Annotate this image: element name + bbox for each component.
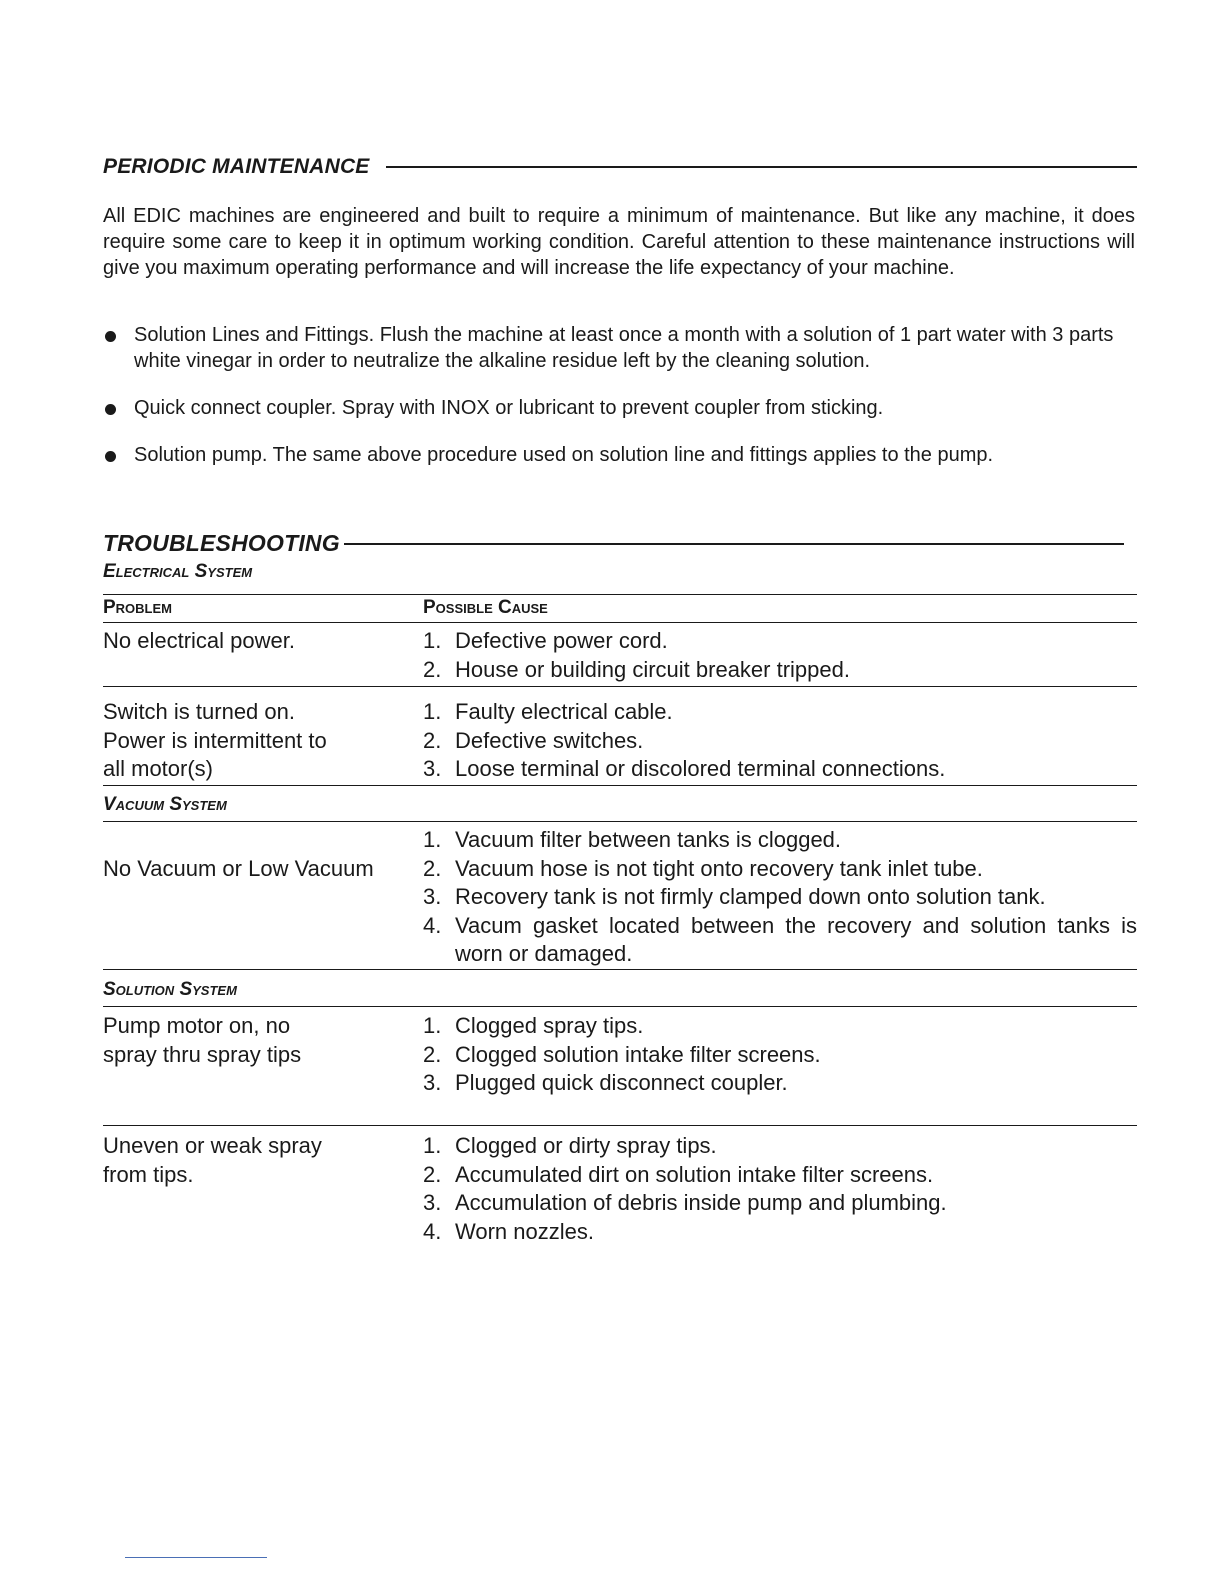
header-rule bbox=[103, 622, 1137, 623]
bullet-item: Solution pump. The same above procedure used on solution line and fittings applies to the pump. bbox=[103, 442, 1137, 468]
problem-line: Uneven or weak spray bbox=[103, 1133, 322, 1158]
cause-text: Faulty electrical cable. bbox=[455, 699, 673, 724]
cause-text: Clogged or dirty spray tips. bbox=[455, 1133, 717, 1158]
problem-line: from tips. bbox=[103, 1161, 194, 1187]
cause-list bbox=[423, 826, 1137, 969]
cause-number: 4. bbox=[423, 1218, 442, 1244]
table-top-rule bbox=[103, 594, 1137, 595]
cause-text: Clogged solution intake filter screens. bbox=[455, 1041, 821, 1067]
cause-text: Vacuum filter between tanks is clogged. bbox=[455, 827, 842, 852]
cause-number: 1. bbox=[423, 1013, 442, 1038]
problem-line: Power is intermittent to bbox=[103, 727, 327, 753]
troubleshooting-title: TROUBLESHOOTING bbox=[103, 530, 340, 556]
maintenance-header bbox=[103, 155, 1137, 179]
maintenance-title: PERIODIC MAINTENANCE bbox=[103, 155, 370, 178]
troubleshooting-rule bbox=[344, 543, 1124, 545]
cause-item bbox=[423, 883, 1137, 912]
cause-text: Vacum gasket located between the recovery and solution tanks is worn or damaged. bbox=[455, 912, 1137, 966]
cause-list bbox=[423, 627, 1137, 684]
cause-text: House or building circuit breaker tripped. bbox=[455, 656, 850, 682]
problem-cell bbox=[103, 627, 295, 656]
cause-item bbox=[423, 656, 1137, 685]
cause-number: 2. bbox=[423, 656, 442, 682]
row-rule bbox=[103, 785, 1137, 786]
problem-line: Pump motor on, no bbox=[103, 1013, 291, 1038]
cause-item bbox=[423, 1189, 1137, 1218]
cause-text: Plugged quick disconnect coupler. bbox=[455, 1070, 788, 1095]
cause-item bbox=[423, 912, 1137, 969]
cause-text: Worn nozzles. bbox=[455, 1218, 594, 1244]
section-rule bbox=[103, 1006, 1137, 1007]
cause-text: Vacuum hose is not tight onto recovery tank inlet tube. bbox=[455, 855, 983, 881]
cause-item bbox=[423, 1012, 1137, 1041]
cause-text: Recovery tank is not firmly clamped down onto solution tank. bbox=[455, 884, 1046, 909]
cause-number: 1. bbox=[423, 1133, 442, 1158]
cause-number: 2. bbox=[423, 855, 442, 881]
bullet-item: Quick connect coupler. Spray with INOX or lubricant to prevent coupler from sticking. bbox=[103, 395, 1137, 421]
cause-list bbox=[423, 698, 1137, 784]
problem-cell bbox=[103, 855, 374, 884]
cause-item bbox=[423, 755, 1137, 784]
cause-number: 3. bbox=[423, 884, 442, 909]
cause-item bbox=[423, 826, 1137, 855]
row-rule bbox=[103, 969, 1137, 970]
cause-item bbox=[423, 627, 1137, 656]
maintenance-bullets bbox=[103, 322, 1137, 468]
electrical-heading: Electrical System bbox=[103, 561, 253, 582]
cause-item bbox=[423, 1161, 1137, 1190]
cause-item bbox=[423, 1069, 1137, 1098]
cause-text: Defective switches. bbox=[455, 727, 644, 753]
cause-item bbox=[423, 855, 1137, 884]
bottom-divider bbox=[125, 1557, 267, 1558]
cause-number: 1. bbox=[423, 628, 442, 653]
cause-text: Loose terminal or discolored terminal connections. bbox=[455, 756, 946, 781]
cause-item bbox=[423, 1132, 1137, 1161]
cause-list bbox=[423, 1012, 1137, 1098]
solution-heading: Solution System bbox=[103, 979, 237, 1000]
problem-cell bbox=[103, 698, 327, 784]
cause-number: 3. bbox=[423, 1070, 442, 1095]
problem-line: No Vacuum or Low Vacuum bbox=[103, 856, 374, 881]
cause-number: 1. bbox=[423, 827, 442, 852]
cause-text: Defective power cord. bbox=[455, 628, 668, 653]
maintenance-rule bbox=[386, 166, 1137, 168]
problem-cell bbox=[103, 1132, 322, 1189]
cause-text: Accumulated dirt on solution intake filter screens. bbox=[455, 1161, 934, 1187]
cause-list bbox=[423, 1132, 1137, 1246]
cause-item bbox=[423, 698, 1137, 727]
cause-text: Accumulation of debris inside pump and plumbing. bbox=[455, 1190, 947, 1215]
cause-number: 3. bbox=[423, 756, 442, 781]
cause-item bbox=[423, 727, 1137, 756]
cause-text: Clogged spray tips. bbox=[455, 1013, 644, 1038]
cause-number: 2. bbox=[423, 1161, 442, 1187]
problem-line: Switch is turned on. bbox=[103, 699, 295, 724]
cause-item bbox=[423, 1041, 1137, 1070]
cause-number: 2. bbox=[423, 727, 442, 753]
problem-column-header: Problem bbox=[103, 597, 173, 618]
problem-line: all motor(s) bbox=[103, 756, 214, 781]
problem-line: No electrical power. bbox=[103, 628, 295, 653]
maintenance-intro: All EDIC machines are engineered and built to require a minimum of maintenance. But like any machine, it does require some care to keep it in optimum working condition. Careful attention to these maintenance instructions will give you maximum operating performance and will increase the life expectancy of your machine. bbox=[103, 205, 1135, 279]
cause-number: 3. bbox=[423, 1190, 442, 1215]
row-rule bbox=[103, 686, 1137, 687]
problem-line: spray thru spray tips bbox=[103, 1041, 302, 1067]
problem-cell bbox=[103, 1012, 301, 1069]
vacuum-heading: Vacuum System bbox=[103, 794, 227, 815]
troubleshooting-header bbox=[103, 530, 1124, 557]
row-rule bbox=[103, 1125, 1137, 1126]
cause-column-header: Possible Cause bbox=[423, 597, 548, 618]
section-rule bbox=[103, 821, 1137, 822]
cause-number: 1. bbox=[423, 699, 442, 724]
cause-number: 4. bbox=[423, 912, 442, 938]
bullet-item: Solution Lines and Fittings. Flush the machine at least once a month with a solution of 1 part water with 3 parts white vinegar in order to neutralize the alkaline residue left by the cleaning solution. bbox=[103, 322, 1137, 374]
cause-item bbox=[423, 1218, 1137, 1247]
cause-number: 2. bbox=[423, 1041, 442, 1067]
